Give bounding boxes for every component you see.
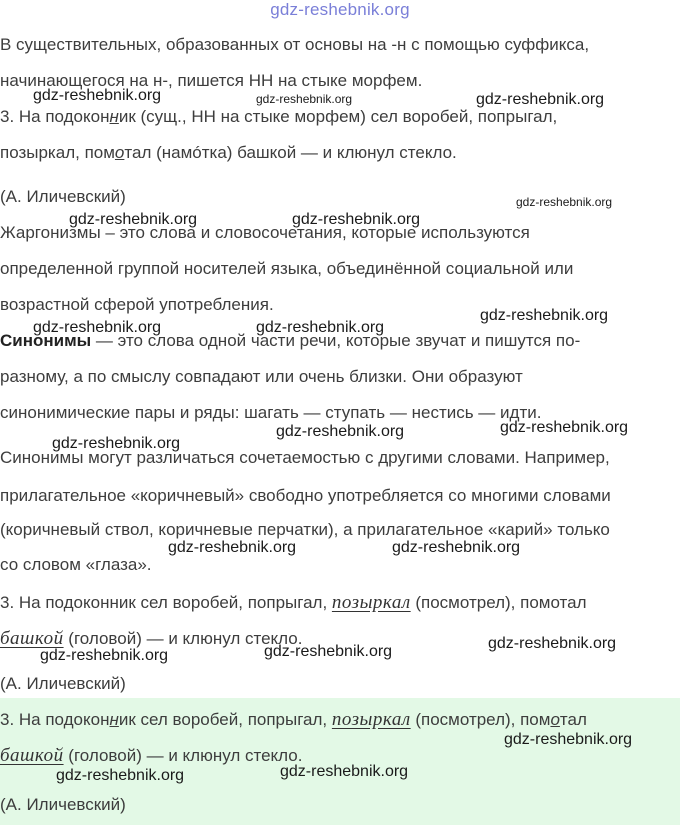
watermark: gdz-reshebnik.org: [56, 767, 185, 784]
para3-line2: определенной группой носителей языка, объединённой социальной или: [0, 259, 574, 278]
text: (посмотрел), пом: [410, 710, 551, 729]
watermark: gdz-reshebnik.org: [488, 635, 617, 652]
watermark: gdz-reshebnik.org: [33, 319, 162, 336]
text: 3. На подоконник сел воробей, попрыгал,: [0, 593, 332, 612]
para5-line4: со словом «глаза».: [0, 555, 152, 574]
text: ик (сущ., НН на стыке морфем) сел воробей, попрыгал,: [118, 107, 558, 126]
handwritten-word: позыркал: [331, 709, 411, 730]
para4-line3: синонимические пары и ряды: шагать — ступать — нестись — идти.: [0, 403, 542, 422]
term-synonyms: Синонимы: [0, 331, 92, 350]
highlighted-letter: о: [114, 143, 125, 162]
text: (головой) — и клюнул стекло.: [63, 746, 303, 765]
para5-line1: Синонимы могут различаться сочетаемостью с другими словами. Например,: [0, 448, 610, 467]
highlighted-letter: н: [109, 710, 119, 729]
para3-line1: Жаргонизмы – это слова и словосочетания, которые используются: [0, 223, 530, 242]
watermark: gdz-reshebnik.org: [276, 423, 405, 440]
watermark: gdz-reshebnik.org: [476, 91, 605, 108]
para5-line2: прилагательное «коричневый» свободно употребляется со многими словами: [0, 486, 611, 505]
site-watermark-top: gdz-reshebnik.org: [270, 0, 410, 19]
para4-line2: разному, а по смыслу совпадают или очень близки. Они образуют: [0, 367, 523, 386]
watermark: gdz-reshebnik.org: [256, 319, 385, 336]
text: тал: [559, 710, 587, 729]
text: тал (намóтка) башкой — и клюнул стекло.: [124, 143, 457, 162]
highlighted-letter: н: [109, 107, 119, 126]
text: позыркал, пом: [0, 143, 115, 162]
watermark: gdz-reshebnik.org: [264, 643, 393, 660]
watermark: gdz-reshebnik.org: [69, 211, 198, 228]
watermark: gdz-reshebnik.org: [504, 731, 633, 748]
highlighted-letter: о: [550, 710, 560, 729]
text: (головой) — и клюнул стекло.: [63, 629, 303, 648]
watermark: gdz-reshebnik.org: [500, 419, 629, 436]
watermark: gdz-reshebnik.org: [33, 87, 162, 104]
watermark: gdz-reshebnik.org: [480, 307, 609, 324]
para2-line1: [0, 106, 680, 128]
para6-author: (А. Иличевский): [0, 674, 126, 693]
handwritten-word: позыркал: [331, 592, 411, 613]
para2-line2: [0, 142, 680, 164]
handwritten-word: башкой: [0, 628, 64, 649]
text: 3. На подокон: [0, 107, 110, 126]
para1-line2: начинающегося на н-, пишется НН на стыке морфем.: [0, 71, 423, 90]
para5-line3: (коричневый ствол, коричневые перчатки), а прилагательное «карий» только: [0, 520, 610, 539]
text: (посмотрел), помотал: [410, 593, 587, 612]
watermark: gdz-reshebnik.org: [256, 92, 353, 106]
watermark: gdz-reshebnik.org: [40, 647, 169, 664]
watermark: gdz-reshebnik.org: [168, 539, 297, 556]
watermark: gdz-reshebnik.org: [52, 435, 181, 452]
panel-line1: [0, 709, 680, 731]
text: ик сел воробей, попрыгал,: [118, 710, 332, 729]
watermark: gdz-reshebnik.org: [516, 195, 613, 209]
handwritten-word: башкой: [0, 745, 64, 766]
para1-line1: В существительных, образованных от основы на -н с помощью суффикса,: [0, 35, 590, 54]
watermark: gdz-reshebnik.org: [280, 763, 409, 780]
watermark: gdz-reshebnik.org: [392, 539, 521, 556]
text: 3. На подокон: [0, 710, 110, 729]
panel-author: (А. Иличевский): [0, 795, 126, 814]
para6-line1: [0, 592, 680, 614]
para2-author: (А. Иличевский): [0, 187, 126, 206]
watermark: gdz-reshebnik.org: [292, 211, 421, 228]
text: — это слова одной части речи, которые звучат и пишутся по-: [91, 331, 581, 350]
para3-line3: возрастной сферой употребления.: [0, 295, 274, 314]
